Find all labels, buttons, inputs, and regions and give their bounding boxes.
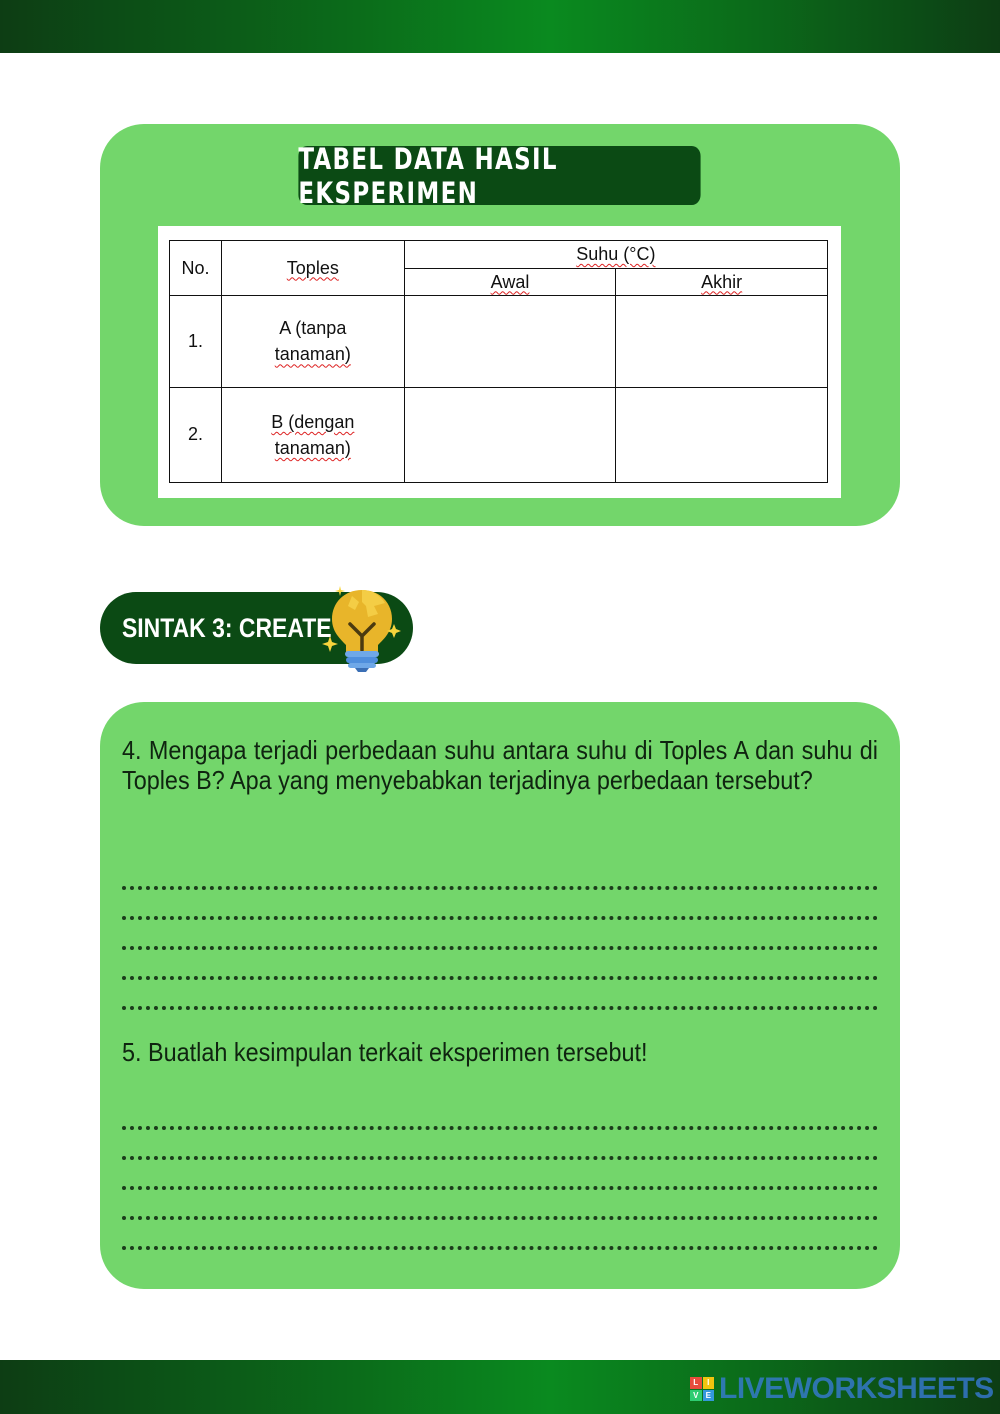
header-no: No. <box>170 241 222 296</box>
answer-line[interactable] <box>122 1156 878 1190</box>
answer-line[interactable] <box>122 1126 878 1160</box>
row-toples <box>221 387 404 482</box>
logo-letter: E <box>703 1390 715 1402</box>
top-banner <box>0 0 1000 53</box>
answer-line[interactable] <box>122 1186 878 1220</box>
liveworksheets-watermark[interactable] <box>690 1374 994 1404</box>
cell-awal[interactable] <box>404 387 616 482</box>
logo-letter: L <box>690 1377 702 1389</box>
table-sheet <box>158 226 841 498</box>
answer-line[interactable] <box>122 946 878 980</box>
row-no: 2. <box>170 387 222 482</box>
experiment-data-table <box>169 240 828 483</box>
answer-line[interactable] <box>122 916 878 950</box>
row-toples <box>221 296 404 387</box>
question-5: 5. Buatlah kesimpulan terkait eksperimen tersebut! <box>122 1037 648 1067</box>
table-row <box>170 387 828 482</box>
toples-line-2: tanaman) <box>274 437 351 458</box>
data-table-card <box>100 124 900 526</box>
liveworksheets-logo-icon <box>690 1377 714 1401</box>
header-suhu <box>404 241 827 269</box>
toples-line-1: A (tanpa <box>279 318 347 339</box>
answer-line[interactable] <box>122 976 878 1010</box>
header-toples <box>221 241 404 296</box>
questions-card <box>100 702 900 1289</box>
header-awal <box>404 269 616 296</box>
cell-akhir[interactable] <box>616 387 828 482</box>
cell-awal[interactable] <box>404 296 616 387</box>
toples-line-1: B (dengan <box>271 411 355 432</box>
answer-line[interactable] <box>122 1216 878 1250</box>
row-no: 1. <box>170 296 222 387</box>
cell-akhir[interactable] <box>616 296 828 387</box>
sintak-label: SINTAK 3: CREATE <box>122 613 332 643</box>
question-4: 4. Mengapa terjadi perbedaan suhu antara suhu di Toples A dan suhu di Toples B? Apa yang menyebabkan terjadinya perbedaan tersebut? <box>122 735 878 795</box>
header-toples-text: Toples <box>286 257 339 278</box>
toples-line-2: tanaman) <box>274 344 351 365</box>
header-awal-text: Awal <box>490 271 530 292</box>
header-akhir-text: Akhir <box>701 271 743 292</box>
logo-letter: I <box>703 1377 715 1389</box>
lightbulb-puzzle-icon <box>322 584 402 674</box>
table-title: TABEL DATA HASIL EKSPERIMEN <box>298 146 700 205</box>
answer-line[interactable] <box>122 886 878 920</box>
header-akhir <box>616 269 828 296</box>
header-suhu-text: Suhu (°C) <box>576 244 656 265</box>
answer-line[interactable] <box>122 856 878 890</box>
watermark-text: LIVEWORKSHEETS <box>719 1372 994 1405</box>
logo-letter: V <box>690 1390 702 1402</box>
answer-line[interactable] <box>122 1096 878 1130</box>
table-row <box>170 296 828 387</box>
